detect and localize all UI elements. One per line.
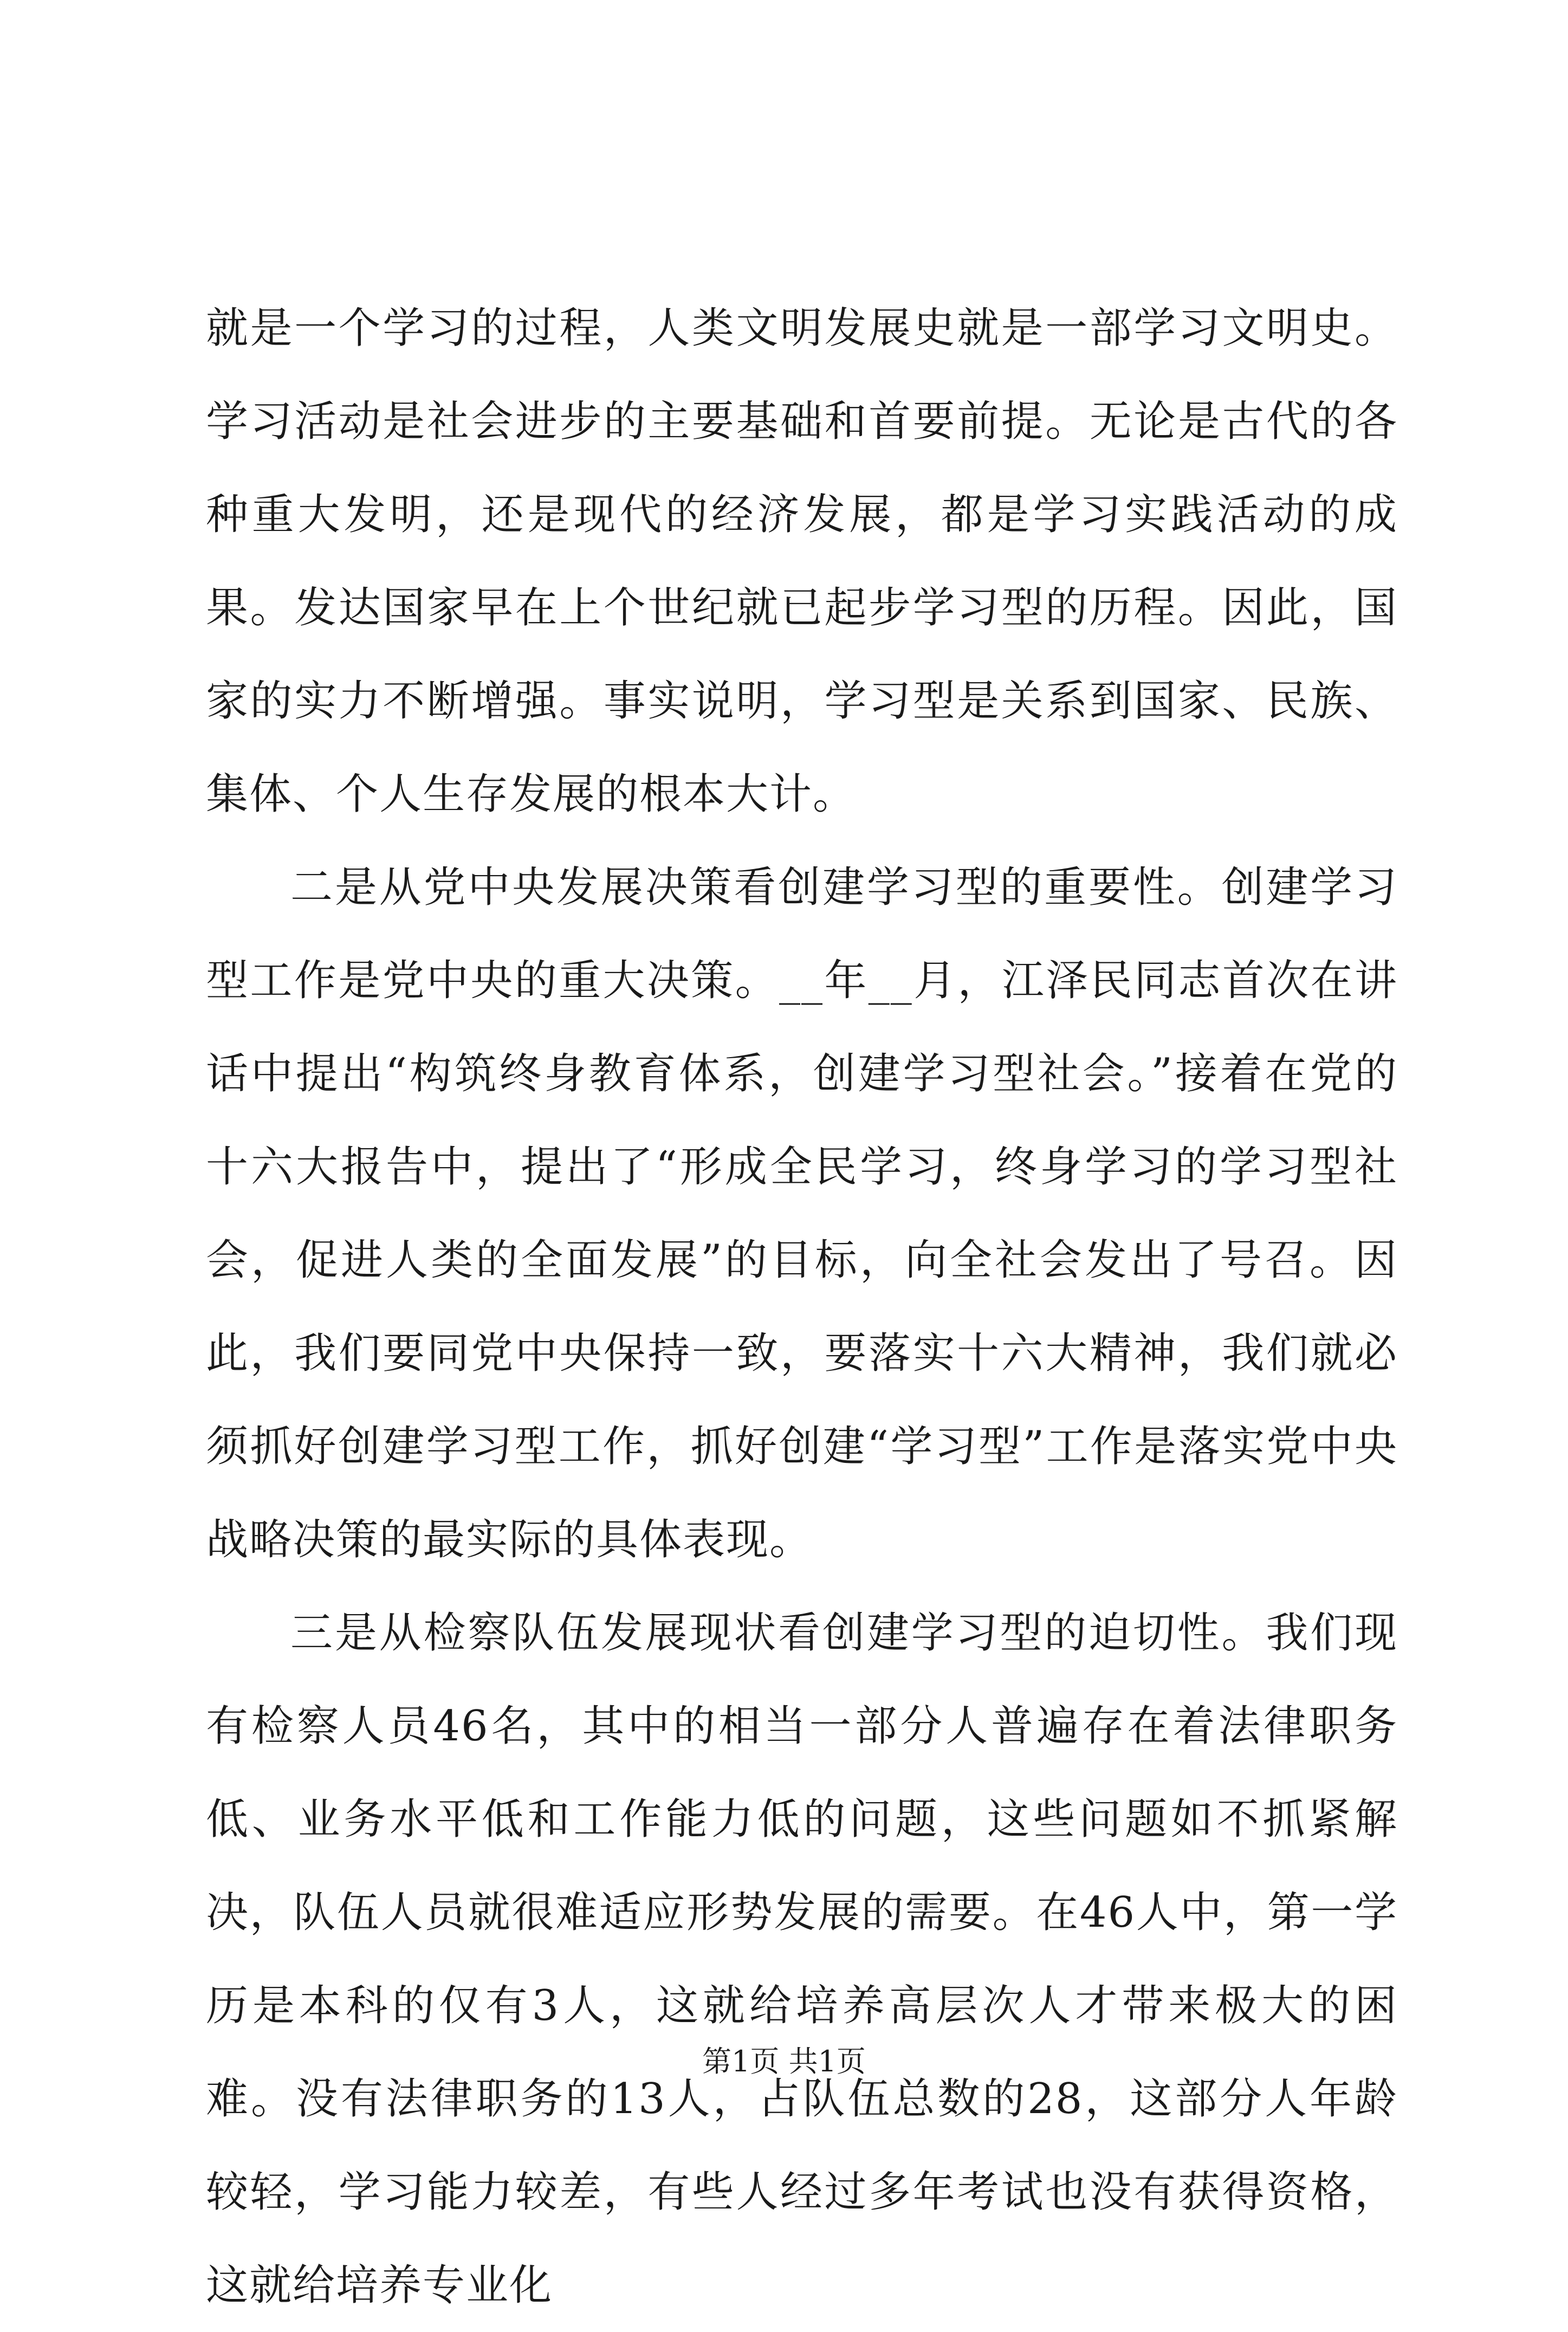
paragraph-2: 二是从党中央发展决策看创建学习型的重要性。创建学习型工作是党中央的重大决策。__年__月，江泽民同志首次在讲话中提出“构筑终身教育体系，创建学习型社会。”接着在党的十六大报告中，提出了“形成全民学习，终身学习的学习型社会，促进人类的全面发展”的目标，向全社会发出了号召。因此，我们要同党中央保持一致，要落实十六大精神，我们就必须抓好创建学习型工作，抓好创建“学习型”工作是落实党中央战略决策的最实际的具体表现。 <box>206 863 1398 1564</box>
document-body <box>206 282 1398 2332</box>
paragraph-3: 三是从检察队伍发展现状看创建学习型的迫切性。我们现有检察人员46名，其中的相当一部分人普遍存在着法律职务低、业务水平低和工作能力低的问题，这些问题如不抓紧解决，队伍人员就很难适应形势发展的需要。在46人中，第一学历是本科的仅有3人，这就给培养高层次人才带来极大的困难。没有法律职务的13人，占队伍总数的28，这部分人年龄较轻，学习能力较差，有些人经过多年考试也没有获得资格，这就给培养专业化 <box>206 1609 1398 2310</box>
paragraph-1: 就是一个学习的过程，人类文明发展史就是一部学习文明史。学习活动是社会进步的主要基础和首要前提。无论是古代的各种重大发明，还是现代的经济发展，都是学习实践活动的成果。发达国家早在上个世纪就已起步学习型的历程。因此，国家的实力不断增强。事实说明，学习型是关系到国家、民族、集体、个人生存发展的根本大计。 <box>206 304 1398 819</box>
page-footer: 第1页 共1页 <box>702 2044 866 2078</box>
